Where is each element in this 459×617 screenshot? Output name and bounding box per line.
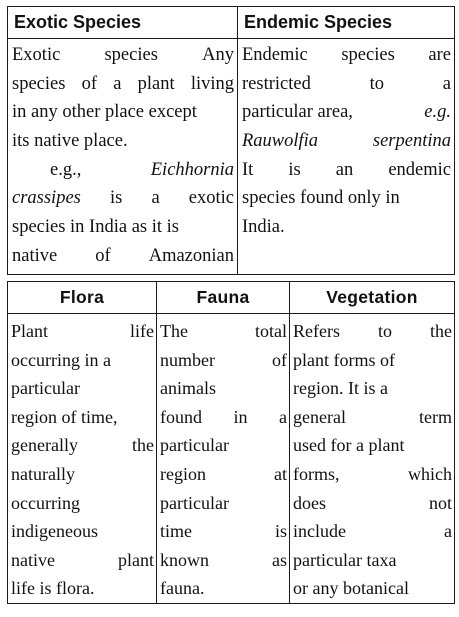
text-line: native plant: [11, 549, 154, 570]
species-name: Eichhornia: [150, 159, 234, 180]
text-line: animals: [160, 378, 216, 399]
exotic-species-header: Exotic Species: [8, 7, 238, 39]
text-line: indigeneous: [11, 521, 98, 542]
text-line: species found only in: [242, 188, 400, 209]
text-line: found in a: [160, 406, 287, 427]
text-line: generally the: [11, 435, 154, 456]
species-name: Rauwolfia: [242, 131, 319, 152]
text-line: does not: [293, 492, 452, 513]
flora-cell: [8, 314, 157, 604]
text-line: native of Amazonian: [12, 245, 234, 266]
text-line: region. It is a: [293, 378, 388, 399]
text-line: Endemic species are: [242, 45, 451, 65]
text-line: include a: [293, 521, 452, 542]
flora-fauna-vegetation-table: [7, 281, 455, 604]
text-line: plant forms of: [293, 349, 395, 370]
text-line: in any other place except: [12, 102, 197, 123]
text-line: particular taxa: [293, 549, 397, 570]
vegetation-cell: [290, 314, 455, 604]
text-line: The total: [160, 321, 287, 341]
text-line: Exotic species Any: [12, 45, 234, 65]
text-line: restricted to a: [242, 73, 451, 94]
text-line: particular: [160, 435, 229, 456]
endemic-species-cell: [238, 39, 455, 275]
text-line: species of a plant living: [12, 73, 234, 94]
fauna-header: Fauna: [157, 282, 290, 314]
text-line: species in India as it is: [12, 217, 179, 238]
text-line: fauna.: [160, 578, 205, 599]
species-name: crassipes: [12, 188, 81, 209]
text-line: its native place.: [12, 131, 128, 152]
text-line: occurring: [11, 492, 80, 513]
text-line: particular area, e.g.: [242, 102, 451, 123]
exotic-species-cell: [8, 39, 238, 275]
text-line: known as: [160, 549, 287, 570]
biota-body-row: [8, 314, 455, 604]
text-line: particular: [11, 378, 80, 399]
species-body-row: [8, 39, 455, 275]
text-line: life is flora.: [11, 578, 95, 599]
text-line: number of: [160, 349, 287, 370]
text-line: forms, which: [293, 463, 452, 484]
text-line: Plant life: [11, 321, 154, 341]
text-line: naturally: [11, 463, 75, 484]
biota-header-row: [8, 282, 455, 314]
text-line: or any botanical: [293, 578, 409, 599]
species-name: serpentina: [372, 131, 451, 152]
text-line: crassipes is a exotic: [12, 184, 234, 213]
text-line: general term: [293, 406, 452, 427]
text-line: particular: [160, 492, 229, 513]
text-line: region at: [160, 463, 287, 484]
text-line: used for a plant: [293, 435, 405, 456]
text-line: [242, 127, 451, 156]
text-line: time is: [160, 521, 287, 542]
species-header-row: [8, 7, 455, 39]
text-line: e.g., Eichhornia: [12, 156, 234, 185]
species-comparison-table: [7, 6, 455, 275]
flora-header: Flora: [8, 282, 157, 314]
endemic-species-header: Endemic Species: [238, 7, 455, 39]
text-line: region of time,: [11, 406, 118, 427]
text-line: India.: [242, 217, 285, 238]
text-line: Refers to the: [293, 321, 452, 341]
fauna-cell: [157, 314, 290, 604]
text-line: occurring in a: [11, 349, 111, 370]
text-line: It is an endemic: [242, 159, 451, 180]
vegetation-header: Vegetation: [290, 282, 455, 314]
